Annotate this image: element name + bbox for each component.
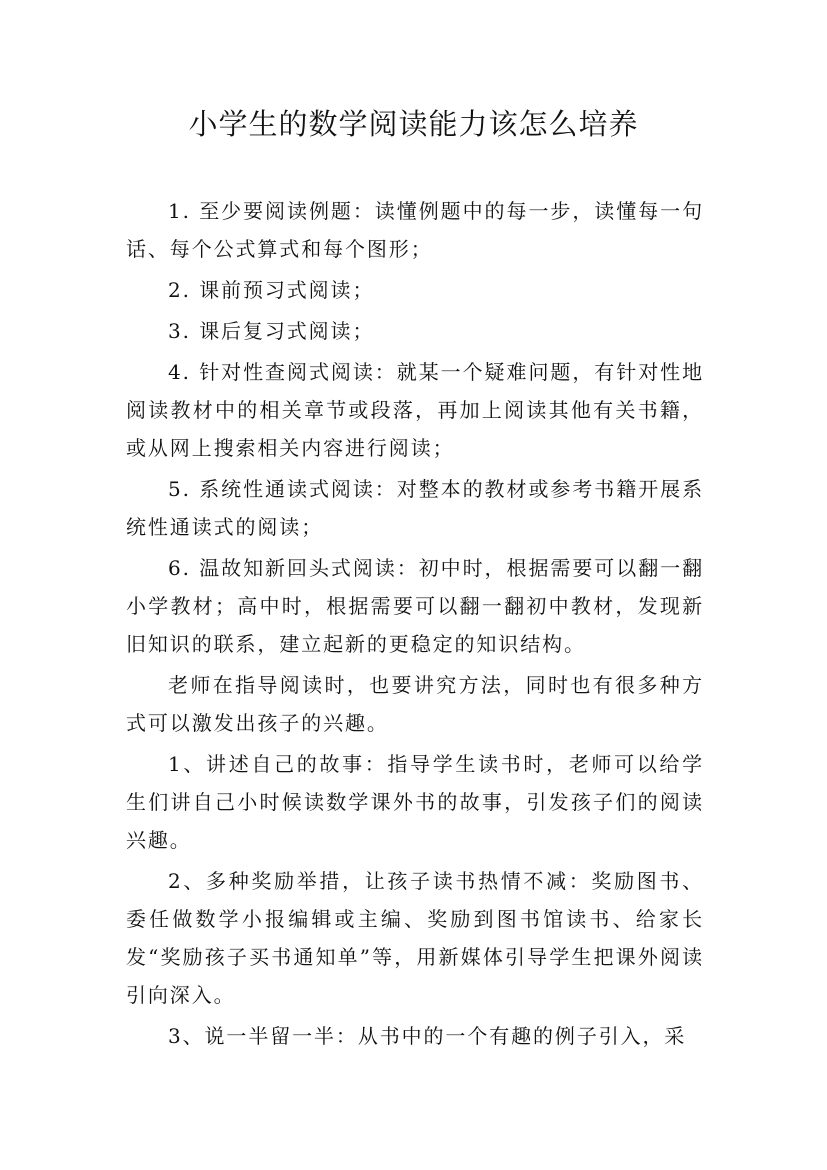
document-title: 小学生的数学阅读能力该怎么培养 bbox=[188, 107, 639, 141]
paragraph-7: 老师在指导阅读时，也要讲究方法，同时也有很多种方式可以激发出孩子的兴趣。 bbox=[126, 673, 704, 735]
paragraph-8: 1、讲述自己的故事：指导学生读书时，老师可以给学生们讲自己小时候读数学课外书的故事，引发孩子们的阅读兴趣。 bbox=[126, 752, 704, 852]
paragraph-10: 3、说一半留一半：从书中的一个有趣的例子引入，采 bbox=[168, 1024, 687, 1048]
document-body bbox=[126, 192, 704, 1058]
paragraph-6: 6. 温故知新回头式阅读：初中时，根据需要可以翻一翻小学教材；高中时，根据需要可以翻一翻初中教材，发现新旧知识的联系，建立起新的更稳定的知识结构。 bbox=[126, 556, 704, 656]
paragraph-4: 4. 针对性查阅式阅读：就某一个疑难问题，有针对性地阅读教材中的相关章节或段落，再加上阅读其他有关书籍，或从网上搜索相关内容进行阅读； bbox=[126, 360, 704, 460]
paragraph-3: 3. 课后复习式阅读； bbox=[168, 319, 375, 343]
paragraph-9: 2、多种奖励举措，让孩子读书热情不减：奖励图书、委任做数学小报编辑或主编、奖励到图书馆读书、给家长发“奖励孩子买书通知单”等，用新媒体引导学生把课外阅读引向深入。 bbox=[126, 869, 704, 1007]
paragraph-1: 1. 至少要阅读例题：读懂例题中的每一步，读懂每一句话、每个公式算式和每个图形； bbox=[126, 199, 704, 261]
paragraph-2: 2. 课前预习式阅读； bbox=[168, 278, 375, 302]
paragraph-5: 5. 系统性通读式阅读：对整本的教材或参考书籍开展系统性通读式的阅读； bbox=[126, 477, 704, 539]
